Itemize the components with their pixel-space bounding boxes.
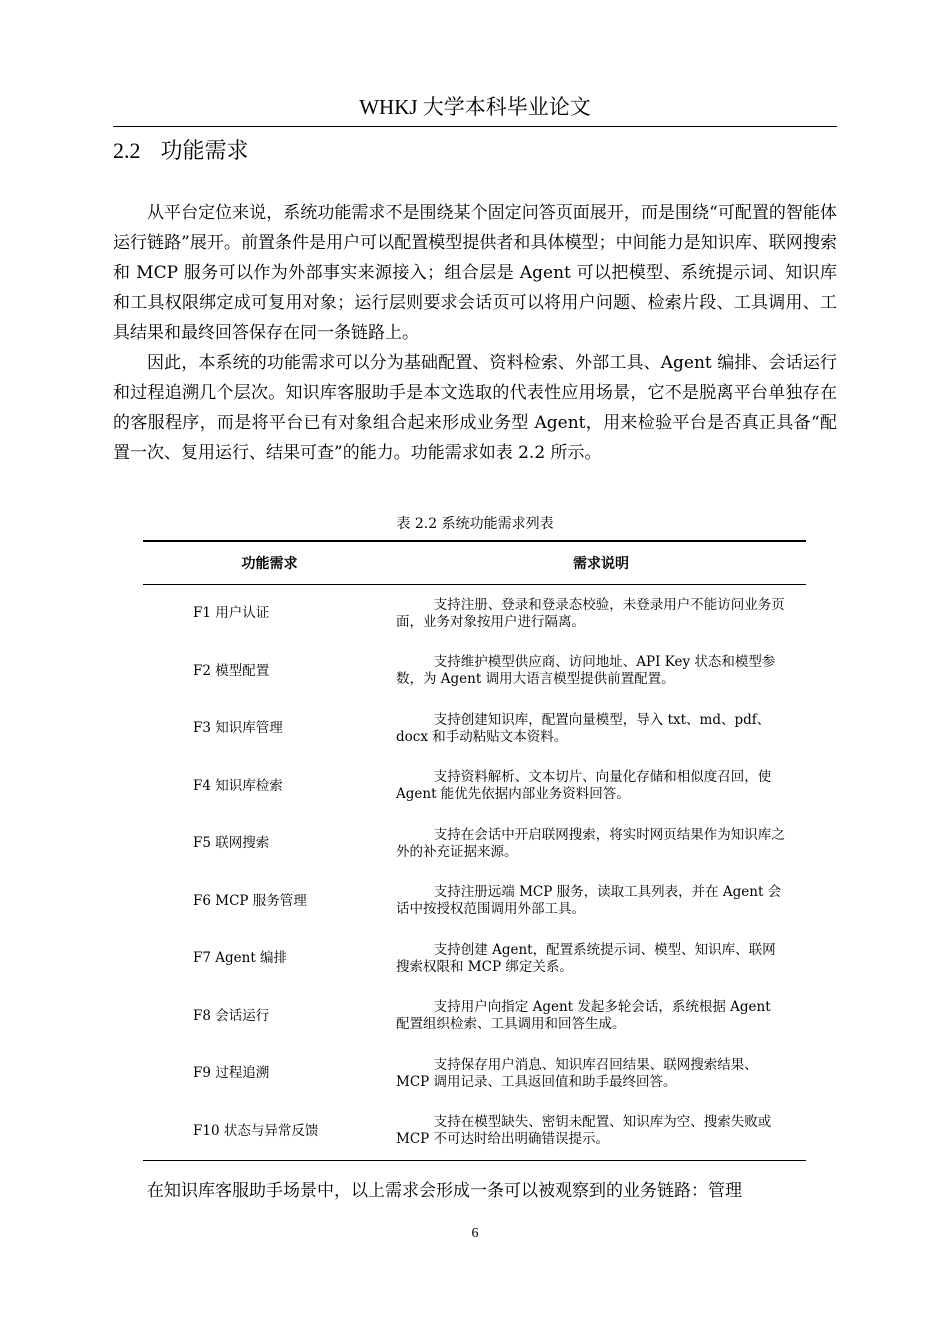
table-row	[143, 873, 806, 931]
requirement-cell: F8 会话运行	[193, 1007, 270, 1024]
requirement-cell: F1 用户认证	[193, 605, 270, 622]
requirements-table	[143, 540, 806, 1161]
requirement-cell: F10 状态与异常反馈	[193, 1122, 319, 1139]
column-header-requirement: 功能需求	[143, 541, 396, 585]
section-heading	[113, 136, 249, 167]
description-cell: 支持保存用户消息、知识库召回结果、联网搜索结果、MCP 调用记录、工具返回值和助手最终回答。	[396, 1056, 758, 1090]
table-row	[143, 758, 806, 816]
description-cell: 支持维护模型供应商、访问地址、API Key 状态和模型参数，为 Agent 调用大语言模型提供前置配置。	[396, 654, 776, 688]
table-row	[143, 1103, 806, 1161]
table-row	[143, 815, 806, 873]
requirement-cell: F6 MCP 服务管理	[193, 892, 307, 909]
table-row	[143, 585, 806, 643]
paragraph-2: 因此，本系统的功能需求可以分为基础配置、资料检索、外部工具、Agent 编排、会话运行和过程追溯几个层次。知识库客服助手是本文选取的代表性应用场景，它不是脱离平台单独存在的客服程序，而是将平台已有对象组合起来形成业务型 Agent，用来检验平台是否真正具备“配置一次、复用运行、结果可查”的能力。功能需求如表 2.2 所示。	[113, 353, 837, 463]
description-cell: 支持创建 Agent，配置系统提示词、模型、知识库、联网搜索权限和 MCP 绑定关系。	[396, 941, 776, 975]
header-title: WHKJ 大学本科毕业论文	[359, 95, 591, 119]
description-cell: 支持创建知识库，配置向量模型，导入 txt、md、pdf、docx 和手动粘贴文本资料。	[396, 711, 771, 745]
table-row	[143, 930, 806, 988]
requirement-cell: F5 联网搜索	[193, 835, 270, 852]
body-paragraphs	[113, 198, 837, 468]
table-row	[143, 988, 806, 1046]
page-number: 6	[471, 1226, 479, 1241]
table-header-row	[143, 541, 806, 585]
table-row	[143, 643, 806, 701]
description-cell: 支持在模型缺失、密钥未配置、知识库为空、搜索失败或 MCP 不可达时给出明确错误提示。	[396, 1114, 772, 1148]
continuation-paragraph: 在知识库客服助手场景中，以上需求会形成一条可以被观察到的业务链路：管理	[147, 1181, 742, 1201]
requirement-cell: F4 知识库检索	[193, 777, 283, 794]
description-cell: 支持在会话中开启联网搜索，将实时网页结果作为知识库之外的补充证据来源。	[396, 826, 785, 860]
table-row	[143, 700, 806, 758]
table-caption: 表 2.2 系统功能需求列表	[396, 516, 554, 532]
paragraph-1: 从平台定位来说，系统功能需求不是围绕某个固定问答页面展开，而是围绕“可配置的智能体运行链路”展开。前置条件是用户可以配置模型提供者和具体模型；中间能力是知识库、联网搜索和 MCP 服务可以作为外部事实来源接入；组合层是 Agent 可以把模型、系统提示词、知识库和工具权限绑定成可复用对象；运行层则要求会话页可以将用户问题、检索片段、工具调用、工具结果和最终回答保存在同一条链路上。	[113, 203, 837, 343]
requirement-cell: F3 知识库管理	[193, 720, 283, 737]
section-number: 2.2	[113, 138, 141, 163]
requirement-cell: F2 模型配置	[193, 662, 270, 679]
description-cell: 支持注册、登录和登录态校验，未登录用户不能访问业务页面，业务对象按用户进行隔离。	[396, 596, 785, 630]
requirement-cell: F9 过程追溯	[193, 1065, 270, 1082]
description-cell: 支持注册远端 MCP 服务，读取工具列表，并在 Agent 会话中按授权范围调用外部工具。	[396, 884, 782, 918]
page-header	[113, 92, 837, 127]
description-cell: 支持用户向指定 Agent 发起多轮会话，系统根据 Agent 配置组织检索、工具调用和回答生成。	[396, 999, 771, 1033]
section-title: 功能需求	[160, 139, 249, 164]
column-header-description: 需求说明	[396, 541, 806, 585]
table-row	[143, 1045, 806, 1103]
description-cell: 支持资料解析、文本切片、向量化存储和相似度召回，使 Agent 能优先依据内部业务资料回答。	[396, 769, 772, 803]
requirement-cell: F7 Agent 编排	[193, 950, 288, 967]
